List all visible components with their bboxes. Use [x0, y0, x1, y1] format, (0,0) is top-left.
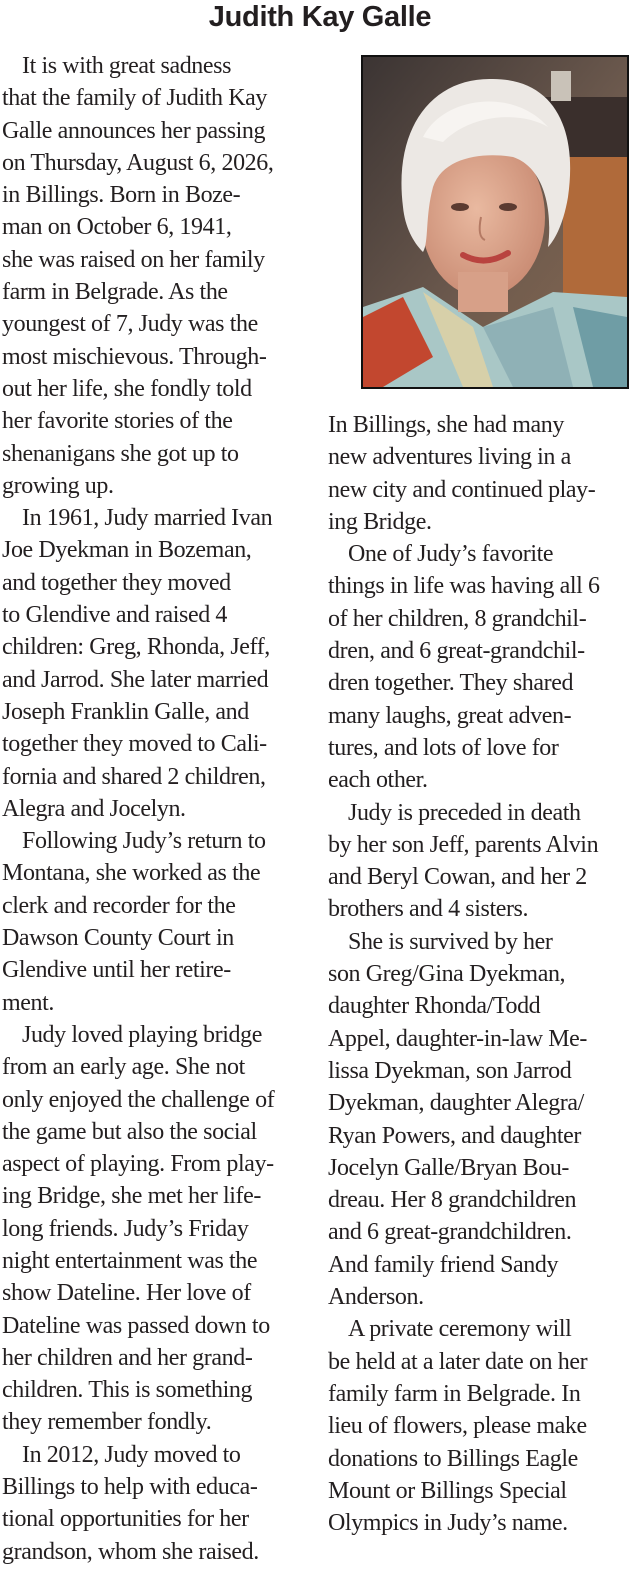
text-line: Joseph Franklin Galle, and [2, 698, 249, 725]
text-line: One of Judy’s favorite [348, 541, 554, 568]
text-line: Montana, she worked as the [2, 860, 261, 887]
text-line: Dyekman, daughter Alegra/ [328, 1090, 584, 1117]
text-line: she was raised on her family [2, 246, 265, 273]
text-line: and together they moved [2, 569, 231, 596]
text-line: In 1961, Judy married Ivan [22, 505, 273, 532]
text-line: clerk and recorder for the [2, 892, 236, 919]
text-line: growing up. [2, 472, 114, 499]
text-line: She is survived by her [348, 928, 553, 955]
text-line: And family friend Sandy [328, 1251, 559, 1278]
text-line: fornia and shared 2 children, [2, 763, 266, 790]
text-line: her favorite stories of the [2, 408, 233, 435]
text-line: they remember fondly. [2, 1409, 212, 1436]
text-line: many laughs, great adven- [328, 702, 572, 729]
text-line: things in life was having all 6 [328, 573, 600, 600]
text-line: In 2012, Judy moved to [22, 1441, 241, 1468]
text-line: only enjoyed the challenge of [2, 1086, 275, 1113]
text-line: of her children, 8 grandchil- [328, 605, 587, 632]
text-line: A private ceremony will [348, 1316, 572, 1343]
text-line: Galle announces her passing [2, 117, 266, 144]
text-line: Dateline was passed down to [2, 1312, 270, 1339]
text-line: long friends. Judy’s Friday [2, 1215, 249, 1242]
text-line: children. This is something [2, 1377, 253, 1404]
text-line: Billings to help with educa- [2, 1474, 258, 1501]
text-line: by her son Jeff, parents Alvin [328, 831, 599, 858]
text-line: shenanigans she got up to [2, 440, 239, 467]
text-line: lissa Dyekman, son Jarrod [328, 1057, 572, 1084]
text-line: children: Greg, Rhonda, Jeff, [2, 634, 270, 661]
text-line: Anderson. [328, 1284, 424, 1311]
text-line: grandson, whom she raised. [2, 1538, 259, 1565]
text-line: man on October 6, 1941, [2, 214, 232, 241]
text-line: Glendive until her retire- [2, 957, 231, 984]
text-line: brothers and 4 sisters. [328, 896, 529, 923]
text-line: ing Bridge. [328, 508, 432, 535]
text-line: and Beryl Cowan, and her 2 [328, 864, 587, 891]
text-line: Mount or Billings Special [328, 1477, 567, 1504]
text-line: ment. [2, 989, 54, 1016]
text-line: It is with great sadness [22, 53, 232, 79]
text-line: and 6 great-grandchildren. [328, 1219, 572, 1246]
portrait-photo [361, 55, 629, 389]
text-line: Ryan Powers, and daughter [328, 1122, 581, 1149]
text-line: her children and her grand- [2, 1344, 253, 1371]
left-column [2, 50, 312, 1568]
text-line: lieu of flowers, please make [328, 1413, 587, 1440]
text-line: dren, and 6 great-grandchil- [328, 638, 585, 665]
text-line: Appel, daughter-in-law Me- [328, 1025, 588, 1052]
text-line: tional opportunities for her [2, 1506, 249, 1533]
right-column [328, 409, 638, 1539]
text-line: Judy loved playing bridge [22, 1021, 262, 1048]
text-line: daughter Rhonda/Todd [328, 993, 541, 1020]
portrait-icon [363, 57, 627, 387]
text-line: son Greg/Gina Dyekman, [328, 961, 566, 988]
text-line: on Thursday, August 6, 2026, [2, 149, 274, 176]
text-line: tures, and lots of love for [328, 734, 559, 761]
text-line: aspect of playing. From play- [2, 1151, 274, 1178]
text-line: be held at a later date on her [328, 1348, 588, 1375]
text-line: most mischievous. Through- [2, 343, 267, 370]
text-line: show Dateline. Her love of [2, 1280, 251, 1307]
text-line: donations to Billings Eagle [328, 1445, 578, 1472]
text-line: to Glendive and raised 4 [2, 602, 227, 629]
text-line: farm in Belgrade. As the [2, 279, 228, 306]
text-line: that the family of Judith Kay [2, 85, 268, 112]
text-line: the game but also the social [2, 1118, 257, 1145]
text-line: dren together. They shared [328, 670, 574, 697]
text-line: youngest of 7, Judy was the [2, 311, 258, 338]
text-line: ing Bridge, she met her life- [2, 1183, 261, 1210]
text-line: out her life, she fondly told [2, 375, 252, 402]
text-line: Alegra and Jocelyn. [2, 795, 186, 822]
text-line: In Billings, she had many [328, 412, 564, 438]
obituary-title: Judith Kay Galle [208, 1, 432, 33]
text-line: in Billings. Born in Boze- [2, 182, 241, 209]
text-line: each other. [328, 767, 428, 794]
text-line: Following Judy’s return to [22, 828, 266, 855]
text-line: Olympics in Judy’s name. [328, 1510, 568, 1537]
text-line: Jocelyn Galle/Bryan Bou- [328, 1154, 570, 1181]
text-line: family farm in Belgrade. In [328, 1380, 581, 1407]
text-line: Dawson County Court in [2, 925, 234, 952]
text-line: Judy is preceded in death [348, 799, 581, 826]
text-line: night entertainment was the [2, 1247, 258, 1274]
text-line: dreau. Her 8 grandchildren [328, 1187, 577, 1214]
text-line: together they moved to Cali- [2, 731, 267, 758]
text-line: and Jarrod. She later married [2, 666, 269, 693]
text-line: new adventures living in a [328, 444, 571, 471]
text-line: new city and continued play- [328, 476, 596, 503]
text-line: from an early age. She not [2, 1054, 245, 1081]
text-line: Joe Dyekman in Bozeman, [2, 537, 252, 564]
